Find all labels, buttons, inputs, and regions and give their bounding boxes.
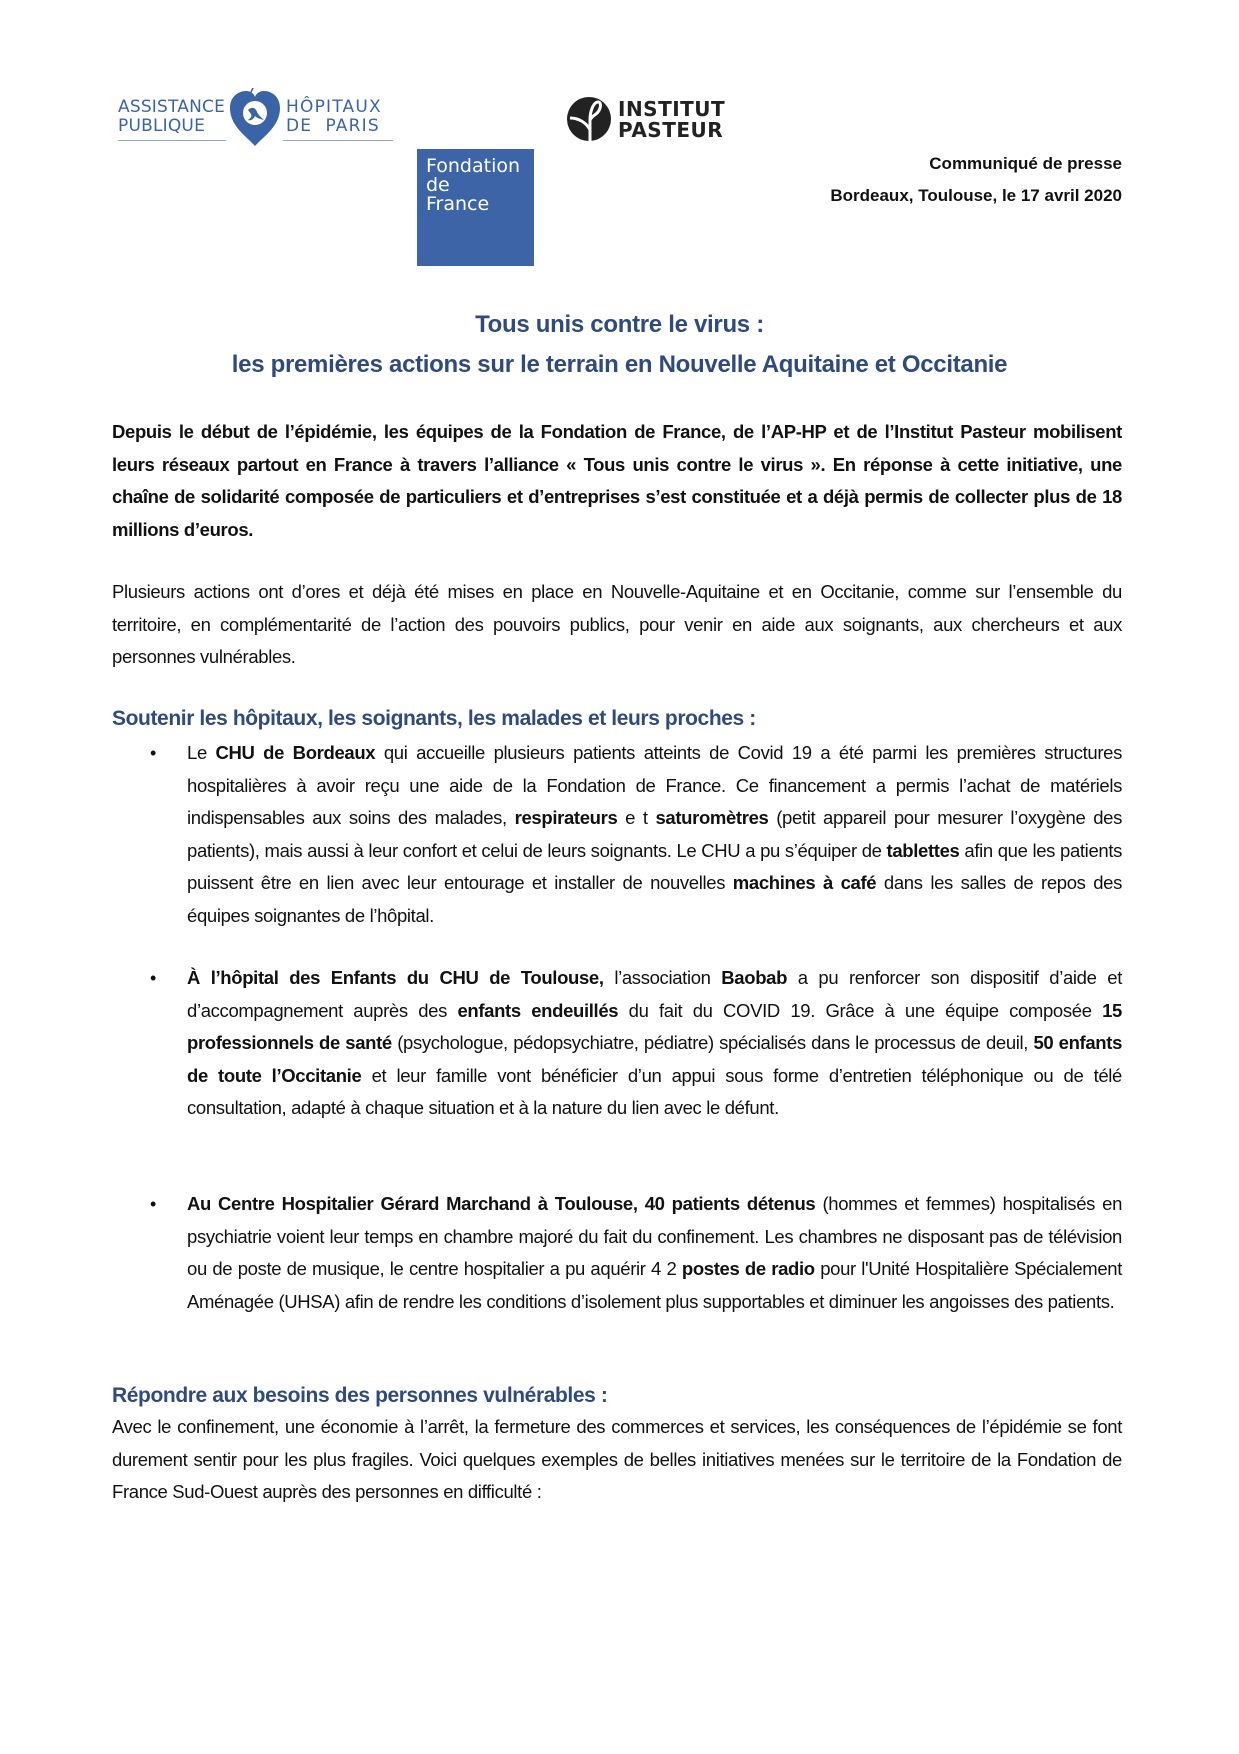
fondation-de-france-logo (417, 149, 534, 266)
text-run: dans les salles de repos des équipes soignantes de l’hôpital. (187, 872, 1122, 926)
pasteur-line1: INSTITUT (618, 97, 726, 121)
pasteur-logo-text (618, 99, 725, 141)
pasteur-logo (566, 96, 736, 146)
text-run: afin que les patients puissent être en lien avec leur entourage et installer de nouvelles (187, 839, 1123, 893)
bullet-icon: • (150, 968, 156, 988)
pasteur-line2: PASTEUR (618, 118, 724, 142)
list-item-text (187, 962, 1122, 1125)
bullet-icon: • (150, 1194, 156, 1214)
text-run: Le (187, 742, 216, 763)
bold-text: respirateurs (514, 807, 618, 828)
text-run: et leur famille vont bénéficier d’un appui sous forme d’entretien téléphonique ou de télé consultation, adapté à chaque situation et à la nature du lien avec le défunt. (187, 1064, 1122, 1118)
text-run: pour l'Unité Hospitalière Spécialement Aménagée (UHSA) afin de rendre les conditions d’isolement plus supportables et diminuer les angoisses des patients. (187, 1258, 1122, 1312)
press-header (830, 148, 1122, 212)
title-line1: Tous unis contre le virus : (475, 311, 764, 338)
section-heading-hospitals: Soutenir les hôpitaux, les soignants, les malades et leurs proches : (112, 707, 756, 730)
bold-text: CHU de Bordeaux (215, 742, 376, 763)
lead-text: Depuis le début de l’épidémie, les équipes de la Fondation de France, de l’AP-HP et de l’Institut Pasteur mobilisent leurs réseaux partout en France à travers l’alliance « Tous unis contre le virus ». En réponse à cette initiative, une chaîne de solidarité composée de particuliers et d’entreprises s’est constituée et a déjà permis de collecter plus de 18 millions d’euros. (112, 421, 1122, 540)
text-run: (psychologue, pédopsychiatre, pédiatre) spécialisés dans le processus de deuil, (391, 1032, 1034, 1053)
fdf-line1: Fondation (426, 155, 521, 177)
aphp-rule-right (283, 140, 393, 141)
list-item (112, 962, 1122, 1125)
intro-paragraph (112, 576, 1122, 674)
aphp-line2-left: PUBLIQUE (118, 116, 206, 136)
bold-text: postes de radio (681, 1258, 815, 1279)
document-type: Communiqué de presse (929, 154, 1122, 173)
lead-paragraph (112, 416, 1122, 546)
aphp-logo (118, 88, 393, 148)
section-heading-vulnerable: Répondre aux besoins des personnes vulnérables : (112, 1384, 608, 1407)
bold-text: À l’hôpital des Enfants du CHU de Toulouse, (187, 967, 604, 988)
text-run: l’association (603, 967, 722, 988)
bold-text: machines à café (732, 872, 877, 893)
fdf-line2: de (426, 174, 450, 196)
list-item (112, 737, 1122, 932)
bold-text: saturomètres (655, 807, 769, 828)
text-run: a pu renforcer son dispositif d’aide et d’accompagnement auprès des (187, 967, 1122, 1021)
pasteur-emblem-icon (566, 96, 612, 142)
heart-dove-icon (226, 88, 284, 148)
text-run: (petit appareil pour mesurer l’oxygène des patients), mais aussi à leur confort et celui de leurs soignants. Le CHU a pu s’équiper de (187, 807, 1122, 861)
place-date: Bordeaux, Toulouse, le 17 avril 2020 (830, 186, 1122, 205)
bold-text: 50 enfants de toute l’Occitanie (187, 1032, 1123, 1086)
text-run: (hommes et femmes) hospitalisés en psychiatrie voient leur temps en chambre majoré du fait du confinement. Les chambres ne disposant pas de télévision ou de poste de musique, le centre hospitalier a pu aquérir 4 2 (187, 1193, 1123, 1279)
list-item (112, 1188, 1122, 1318)
aphp-line1-left: ASSISTANCE (118, 97, 226, 117)
text-run: du fait du COVID 19. Grâce à une équipe composée (618, 999, 1103, 1021)
text-run: e t (617, 807, 656, 828)
bold-text: Au Centre Hospitalier Gérard Marchand à Toulouse, 40 patients détenus (187, 1193, 816, 1214)
aphp-logo-text-left (118, 98, 225, 136)
aphp-rule-left (118, 140, 226, 141)
title-line2: les premières actions sur le terrain en Nouvelle Aquitaine et Occitanie (231, 351, 1008, 378)
list-item-text (187, 1188, 1122, 1318)
page-title (0, 305, 1239, 385)
vulnerable-paragraph (112, 1411, 1122, 1509)
intro-text: Plusieurs actions ont d’ores et déjà été mises en place en Nouvelle-Aquitaine et en Occitanie, comme sur l’ensemble du territoire, en complémentarité de l’action des pouvoirs publics, pour venir en aide aux soignants, aux chercheurs et aux personnes vulnérables. (112, 581, 1122, 667)
aphp-logo-text-right (286, 98, 382, 136)
bold-text: tablettes (886, 839, 960, 861)
bold-text: Baobab (721, 967, 788, 988)
vulnerable-text: Avec le confinement, une économie à l’arrêt, la fermeture des commerces et services, les conséquences de l’épidémie se font durement sentir pour les plus fragiles. Voici quelques exemples de belles initiatives menées sur le territoire de la Fondation de France Sud-Ouest auprès des personnes en difficulté : (112, 1416, 1122, 1502)
fdf-line3: France (426, 193, 490, 215)
bullet-icon: • (150, 743, 156, 763)
bold-text: 15 professionnels de santé (187, 999, 1122, 1053)
bold-text: enfants endeuillés (457, 999, 619, 1021)
text-run: qui accueille plusieurs patients atteints de Covid 19 a été parmi les premières structures hospitalières à avoir reçu une aide de la Fondation de France. Ce financement a permis l’achat de matériels indispensables aux soins des malades, (187, 742, 1123, 828)
list-item-text (187, 737, 1122, 932)
aphp-line1-right: HÔPITAUX (286, 97, 382, 117)
aphp-line2-right: DE PARIS (286, 116, 380, 136)
